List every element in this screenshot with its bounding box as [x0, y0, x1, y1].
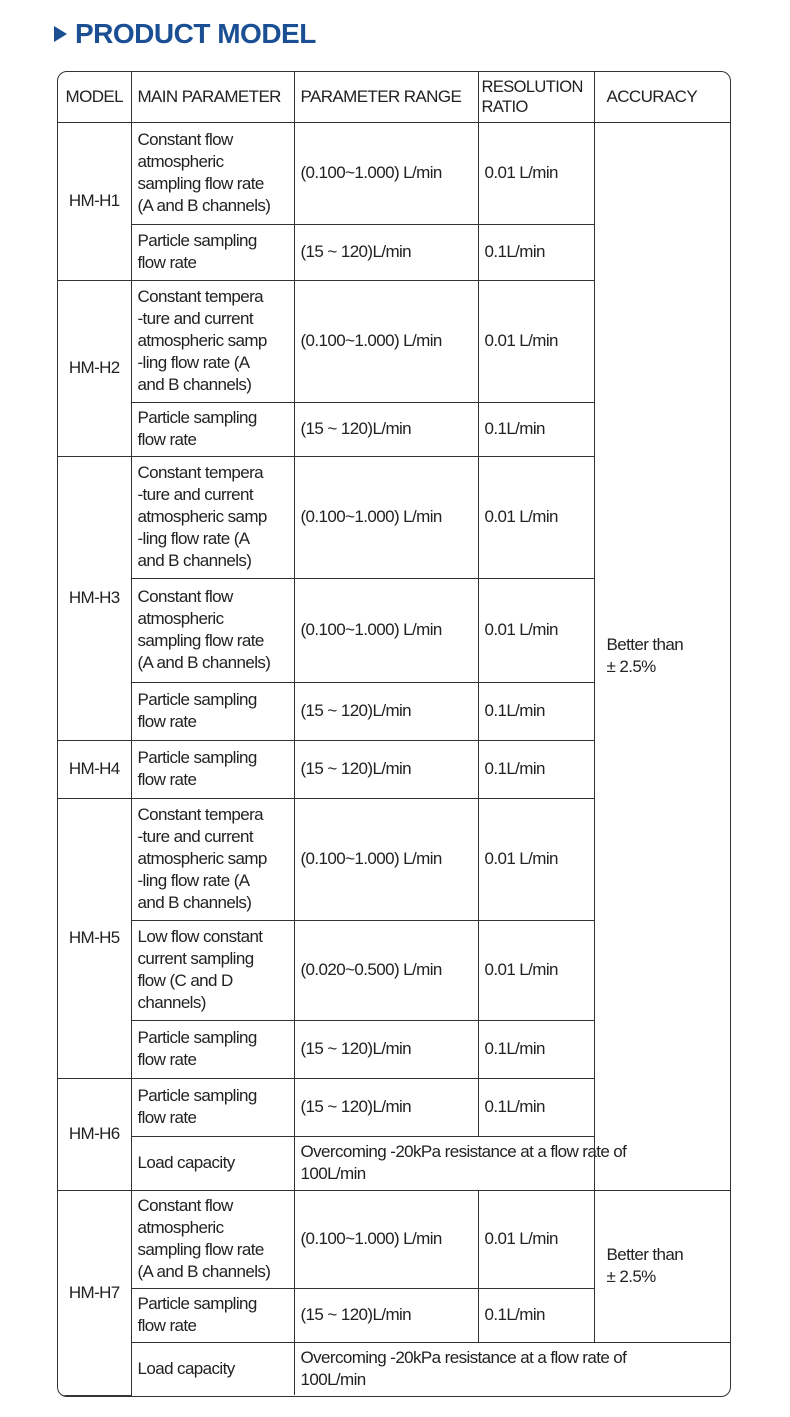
range-cell: (15 ~ 120)L/min — [294, 1020, 478, 1078]
resolution-cell: 0.1L/min — [478, 740, 594, 798]
resolution-cell: 0.1L/min — [478, 402, 594, 456]
model-cell: HM-H4 — [58, 740, 131, 798]
resolution-cell: 0.1L/min — [478, 682, 594, 740]
header-resolution: RESOLUTION RATIO — [478, 72, 594, 122]
triangle-bullet-icon — [54, 26, 67, 42]
range-cell: (0.100~1.000) L/min — [294, 280, 478, 402]
resolution-cell: 0.01 L/min — [478, 456, 594, 578]
parameter-cell: Load capacity — [131, 1136, 294, 1190]
range-cell: (15 ~ 120)L/min — [294, 740, 478, 798]
resolution-cell: 0.01 L/min — [478, 1190, 594, 1288]
resolution-cell: 0.01 L/min — [478, 122, 594, 224]
load-capacity-note: Overcoming -20kPa resistance at a flow rate of 100L/min — [294, 1342, 730, 1395]
resolution-cell: 0.1L/min — [478, 1020, 594, 1078]
parameter-cell: Constant flow atmospheric sampling flow rate (A and B channels) — [131, 578, 294, 682]
table-row — [58, 1190, 730, 1288]
header-accuracy: ACCURACY — [594, 72, 730, 122]
model-cell: HM-H6 — [58, 1078, 131, 1190]
model-cell: HM-H2 — [58, 280, 131, 456]
model-cell: HM-H1 — [58, 122, 131, 280]
parameter-cell: Load capacity — [131, 1342, 294, 1395]
page-title — [54, 18, 316, 50]
parameter-cell: Low flow constant current sampling flow (C and D channels) — [131, 920, 294, 1020]
accuracy-cell: Better than ± 2.5% — [594, 1190, 730, 1342]
parameter-cell: Constant tempera -ture and current atmospheric samp -ling flow rate (A and B channels) — [131, 798, 294, 920]
resolution-cell: 0.1L/min — [478, 224, 594, 280]
parameter-cell: Constant tempera -ture and current atmospheric samp -ling flow rate (A and B channels) — [131, 456, 294, 578]
header-main-parameter: MAIN PARAMETER — [131, 72, 294, 122]
parameter-cell: Particle sampling flow rate — [131, 1078, 294, 1136]
resolution-cell: 0.01 L/min — [478, 280, 594, 402]
parameter-cell: Constant flow atmospheric sampling flow rate (A and B channels) — [131, 122, 294, 224]
model-cell: HM-H7 — [58, 1190, 131, 1395]
table-row — [58, 122, 730, 224]
page-title-text: PRODUCT MODEL — [75, 18, 316, 49]
parameter-cell: Constant tempera -ture and current atmospheric samp -ling flow rate (A and B channels) — [131, 280, 294, 402]
range-cell: (15 ~ 120)L/min — [294, 224, 478, 280]
range-cell: (0.100~1.000) L/min — [294, 798, 478, 920]
parameter-cell: Particle sampling flow rate — [131, 1288, 294, 1342]
range-cell: (15 ~ 120)L/min — [294, 1288, 478, 1342]
parameter-cell: Particle sampling flow rate — [131, 1020, 294, 1078]
parameter-cell: Particle sampling flow rate — [131, 224, 294, 280]
table-row — [58, 1342, 730, 1395]
parameter-cell: Particle sampling flow rate — [131, 402, 294, 456]
model-cell: HM-H3 — [58, 456, 131, 740]
resolution-cell: 0.01 L/min — [478, 920, 594, 1020]
accuracy-cell: Better than ± 2.5% — [594, 122, 730, 1190]
range-cell: (15 ~ 120)L/min — [294, 1078, 478, 1136]
resolution-cell: 0.1L/min — [478, 1078, 594, 1136]
header-model: MODEL — [58, 72, 131, 122]
resolution-cell: 0.01 L/min — [478, 578, 594, 682]
product-model-table — [57, 71, 731, 1397]
resolution-cell: 0.1L/min — [478, 1288, 594, 1342]
table-header-row — [58, 72, 730, 122]
range-cell: (0.100~1.000) L/min — [294, 578, 478, 682]
parameter-cell: Particle sampling flow rate — [131, 682, 294, 740]
resolution-cell: 0.01 L/min — [478, 798, 594, 920]
range-cell: (0.100~1.000) L/min — [294, 122, 478, 224]
range-cell: (15 ~ 120)L/min — [294, 682, 478, 740]
range-cell: (0.020~0.500) L/min — [294, 920, 478, 1020]
range-cell: (0.100~1.000) L/min — [294, 456, 478, 578]
table-row — [58, 1136, 730, 1190]
range-cell: (0.100~1.000) L/min — [294, 1190, 478, 1288]
header-parameter-range: PARAMETER RANGE — [294, 72, 478, 122]
range-cell: (15 ~ 120)L/min — [294, 402, 478, 456]
parameter-cell: Constant flow atmospheric sampling flow rate (A and B channels) — [131, 1190, 294, 1288]
model-cell: HM-H5 — [58, 798, 131, 1078]
parameter-cell: Particle sampling flow rate — [131, 740, 294, 798]
load-capacity-note: Overcoming -20kPa resistance at a flow rate of 100L/min — [294, 1136, 730, 1190]
